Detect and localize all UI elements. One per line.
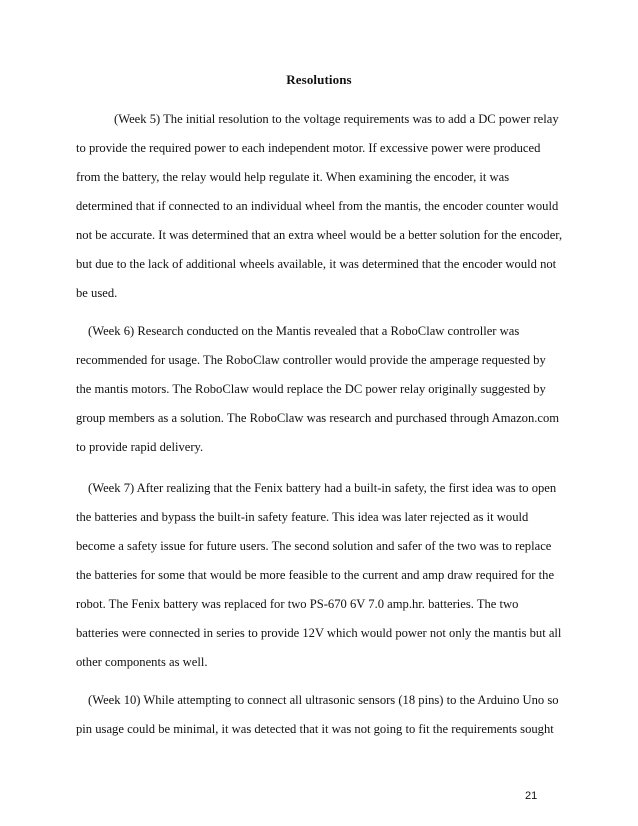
paragraph-line: robot. The Fenix battery was replaced for two PS-670 6V 7.0 amp.hr. batteries. The two (76, 597, 519, 611)
paragraph-line: the mantis motors. The RoboClaw would replace the DC power relay originally suggested by (76, 382, 546, 396)
section-heading: Resolutions (286, 72, 352, 87)
paragraph-line: (Week 6) Research conducted on the Mantis revealed that a RoboClaw controller was (88, 324, 520, 338)
paragraph-line: batteries were connected in series to provide 12V which would power not only the mantis but all (76, 626, 562, 640)
paragraph-line: the batteries and bypass the built-in safety feature. This idea was later rejected as it would (76, 510, 529, 524)
paragraph-line: other components as well. (76, 655, 208, 669)
paragraph-line: (Week 10) While attempting to connect all ultrasonic sensors (18 pins) to the Arduino Uno so (88, 693, 559, 707)
paragraph-line: group members as a solution. The RoboClaw was research and purchased through Amazon.com (76, 411, 560, 425)
paragraph-line: the batteries for some that would be more feasible to the current and amp draw required for the (76, 568, 555, 582)
paragraph-line: determined that if connected to an individual wheel from the mantis, the encoder counter would (76, 199, 559, 213)
paragraph-line: but due to the lack of additional wheels available, it was determined that the encoder would not (76, 257, 557, 271)
paragraph-line: to provide the required power to each independent motor. If excessive power were produced (76, 141, 541, 155)
paragraph-line: be used. (76, 286, 118, 300)
paragraph-line: from the battery, the relay would help regulate it. When examining the encoder, it was (76, 170, 510, 184)
paragraph-line: (Week 5) The initial resolution to the voltage requirements was to add a DC power relay (114, 112, 559, 126)
paragraph-line: pin usage could be minimal, it was detected that it was not going to fit the requirements sought (76, 722, 554, 736)
paragraph-line: recommended for usage. The RoboClaw controller would provide the amperage requested by (76, 353, 546, 367)
page-number: 21 (525, 790, 538, 802)
paragraph-line: become a safety issue for future users. The second solution and safer of the two was to replace (76, 539, 552, 553)
paragraph-line: not be accurate. It was determined that an extra wheel would be a better solution for the encoder, (76, 228, 563, 242)
paragraph-line: (Week 7) After realizing that the Fenix battery had a built-in safety, the first idea was to open (88, 481, 557, 495)
paragraph-line: to provide rapid delivery. (76, 440, 204, 454)
